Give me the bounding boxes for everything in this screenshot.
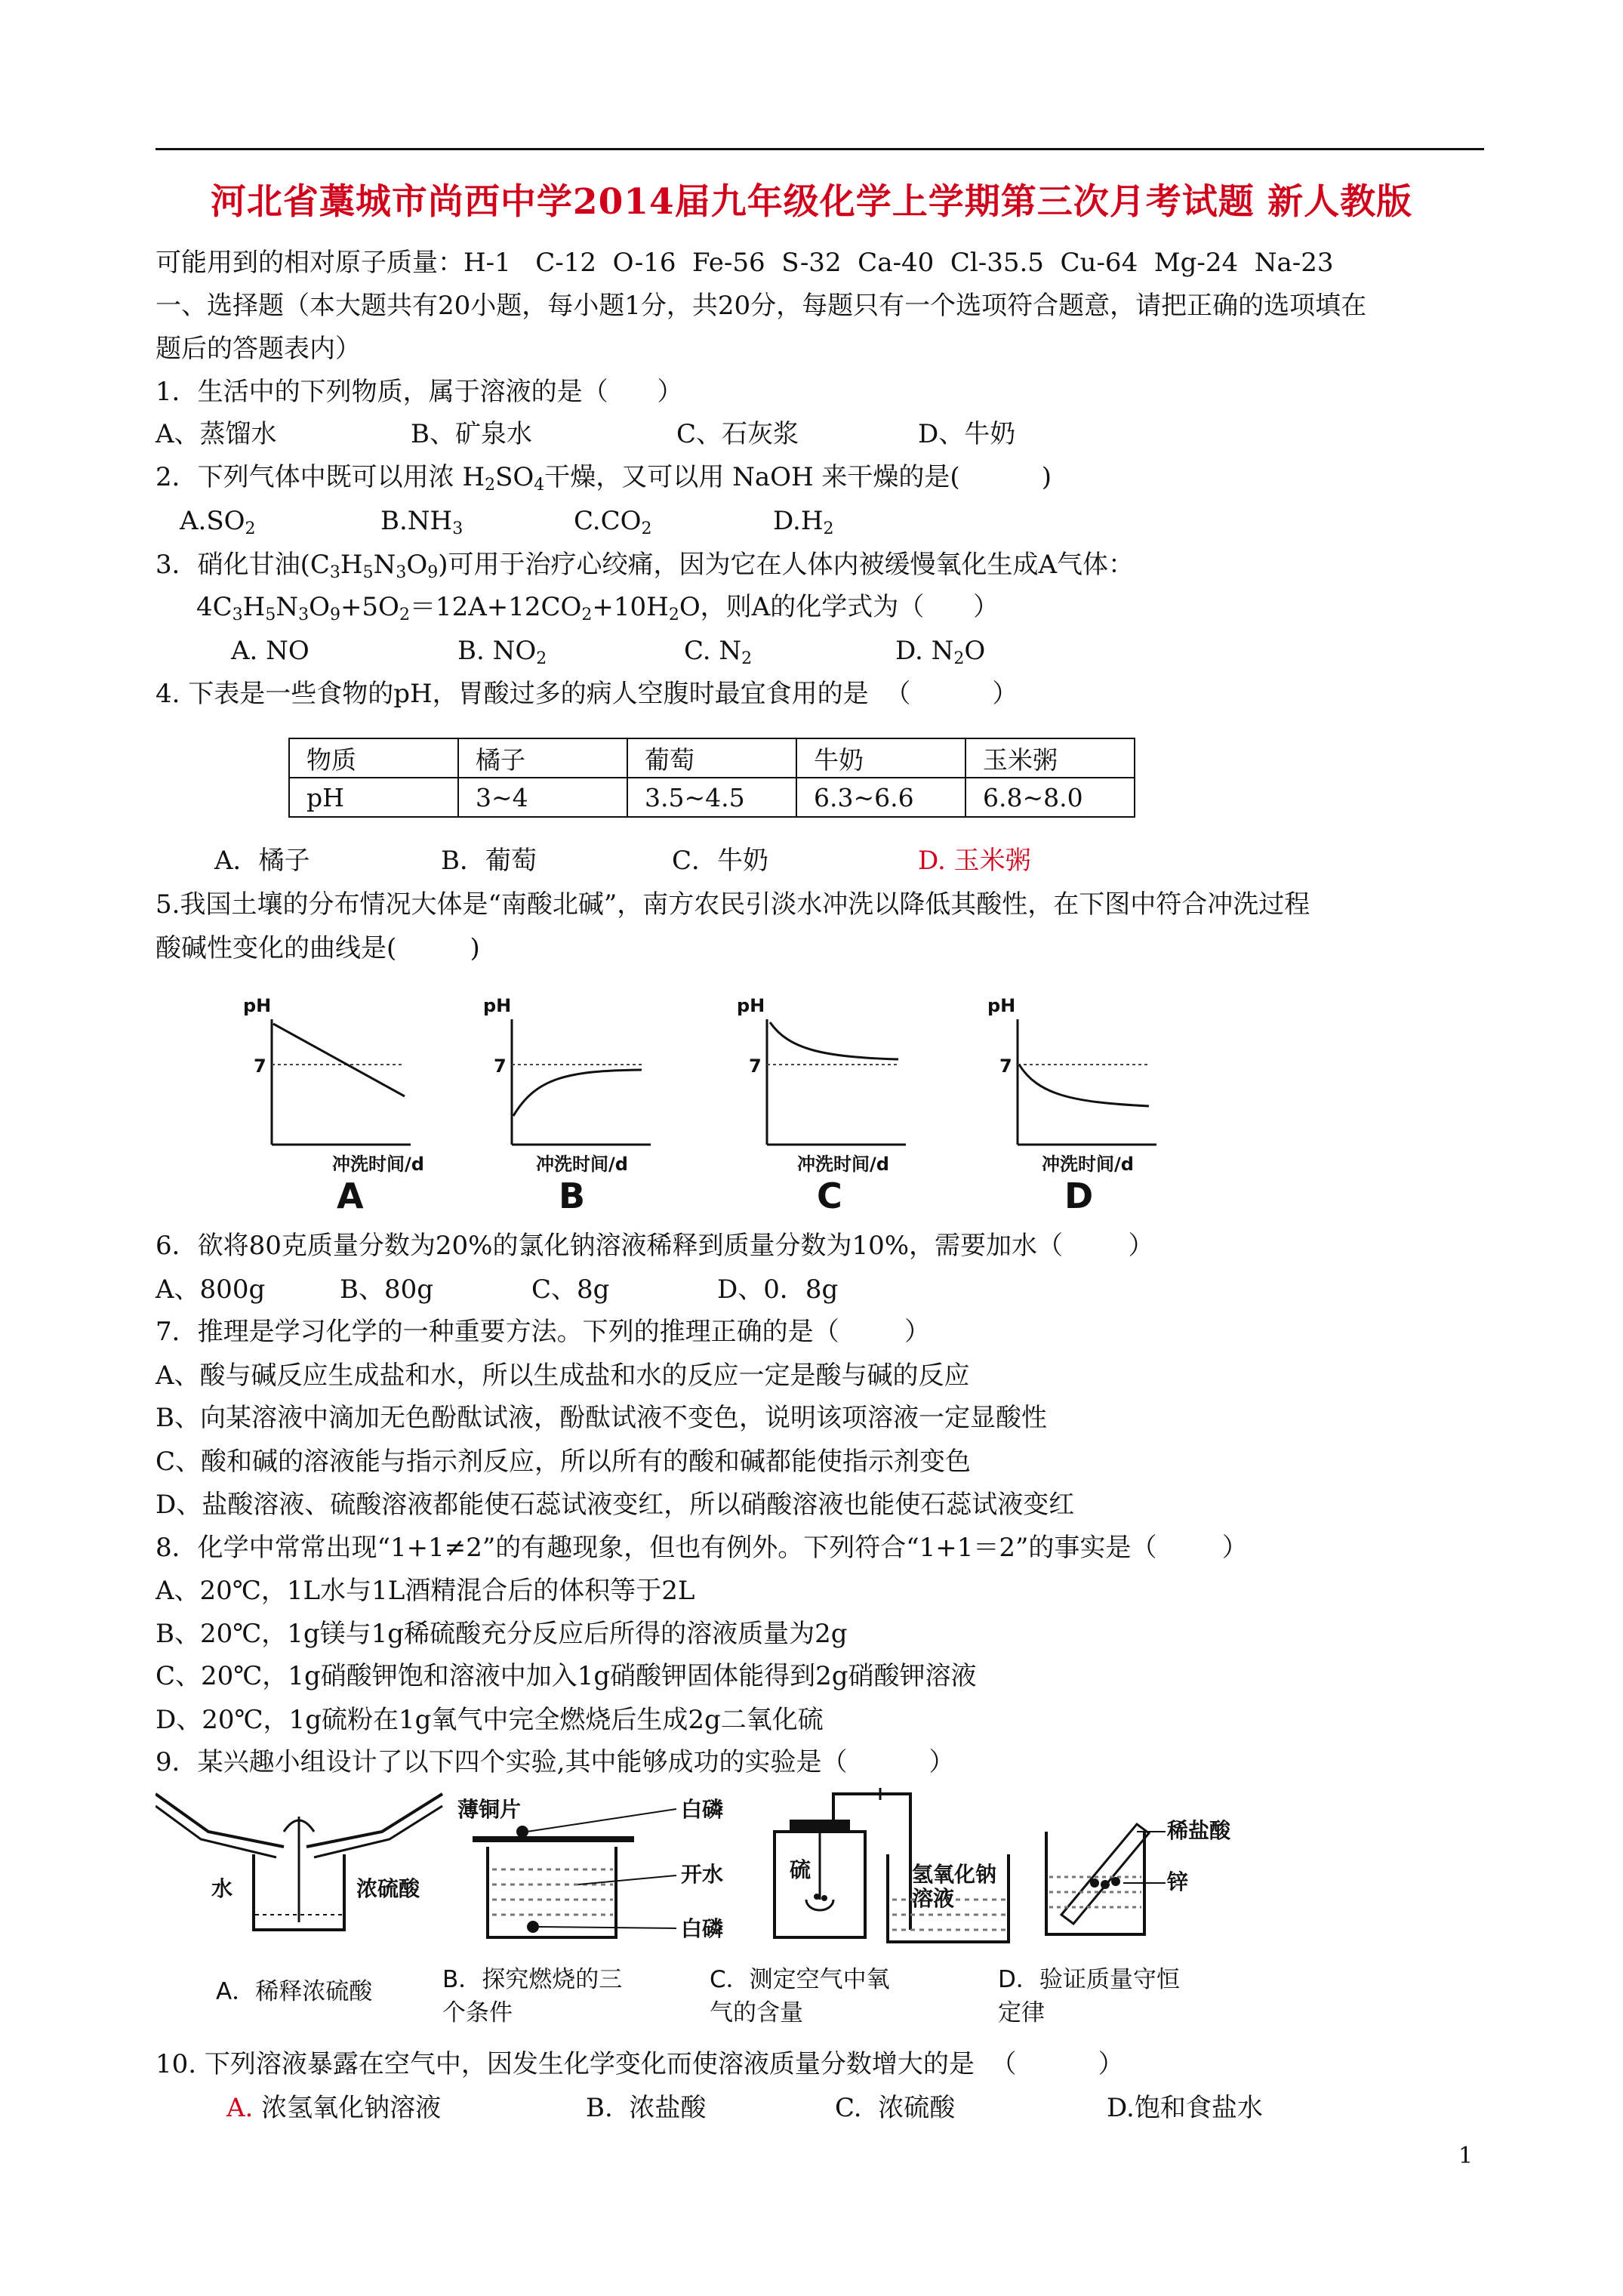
q10-option-d: D.饱和食盐水	[1107, 2093, 1263, 2123]
table-cell: pH	[289, 778, 458, 817]
experiment-d-caption-cont: 定律	[998, 1999, 1045, 2026]
q1-option-c: C、石灰浆	[676, 419, 799, 449]
experiment-a-figure	[156, 1794, 442, 1930]
question-8-stem: 8．化学中常常出现“1+1≠2”的有趣现象，但也有例外。下列符合“1+1＝2”的事实是（ ）	[156, 1533, 1248, 1563]
table-header-cell: 葡萄	[627, 738, 796, 778]
q3-option-b: B. $NO_2$	[457, 636, 547, 668]
table-cell: 3~4	[458, 778, 627, 817]
graph-letter: C	[817, 1176, 842, 1216]
ph-axis-label: pH	[987, 995, 1016, 1016]
label-water: 水	[211, 1876, 233, 1901]
q4-option-a: A．橘子	[214, 846, 310, 876]
experiment-d-caption: D．验证质量守恒	[998, 1966, 1180, 1993]
q6-option-c: C、8g	[531, 1274, 610, 1305]
table-header-cell: 物质	[289, 738, 458, 778]
section1-instructions-cont: 题后的答题表内）	[156, 334, 361, 364]
q3-option-d: D. $N_2O$	[895, 636, 986, 668]
food-ph-table	[288, 738, 1135, 818]
x-axis-label: 冲洗时间/d	[332, 1154, 424, 1175]
ph-seven-label: 7	[254, 1056, 266, 1077]
q8-option-b: B、20℃，1g镁与1g稀硫酸充分反应后所得的溶液质量为2g	[156, 1619, 848, 1649]
label-dilute-hcl: 稀盐酸	[1167, 1818, 1231, 1843]
q3-option-a: A. NO	[231, 636, 310, 666]
table-cell: 6.8~8.0	[965, 778, 1135, 817]
question-10-stem: 10. 下列溶液暴露在空气中，因发生化学变化而使溶液质量分数增大的是 （ ）	[156, 2049, 1124, 2079]
q7-option-c: C、酸和碱的溶液能与指示剂反应，所以所有的酸和碱都能使指示剂变色	[156, 1447, 972, 1477]
q3-option-c: C. $N_2$	[684, 636, 753, 668]
header-rule	[156, 148, 1484, 150]
ph-axis-label: pH	[483, 995, 512, 1016]
question-2-stem: 2．下列气体中既可以用浓 $H_2SO_4$干燥，又可以用 NaOH 来干燥的是( )	[156, 462, 1052, 495]
q7-option-d: D、盐酸溶液、硫酸溶液都能使石蕊试液变红，所以硝酸溶液也能使石蕊试液变红	[156, 1490, 1075, 1520]
question-4-stem: 4. 下表是一些食物的pH，胃酸过多的病人空腹时最宜食用的是 （ ）	[156, 679, 1018, 709]
label-conc-sulfuric-acid: 浓硫酸	[356, 1876, 420, 1901]
experiment-c-caption-cont: 气的含量	[710, 1999, 803, 2026]
experiment-b-caption-cont: 个条件	[442, 1999, 513, 2026]
x-axis-label: 冲洗时间/d	[797, 1154, 889, 1175]
q4-option-d-answer: D. 玉米粥	[918, 846, 1031, 876]
question-6-stem: 6．欲将80克质量分数为20%的氯化钠溶液稀释到质量分数为10%，需要加水（ ）	[156, 1231, 1154, 1261]
ph-axis-label: pH	[243, 995, 272, 1016]
q8-option-d: D、20℃，1g硫粉在1g氧气中完全燃烧后生成2g二氧化硫	[156, 1705, 824, 1735]
q3-equation: $4C_3H_5N_3O_9+5O_2=12A+12CO_2+10H_2O$，则A的化学式为（ ）	[196, 592, 999, 624]
table-header-cell: 牛奶	[796, 738, 965, 778]
graph-letter: A	[337, 1176, 364, 1216]
q8-option-c: C、20℃，1g硝酸钾饱和溶液中加入1g硝酸钾固体能得到2g硝酸钾溶液	[156, 1661, 977, 1691]
ph-graph-b	[483, 995, 651, 1216]
ph-seven-label: 7	[494, 1056, 507, 1077]
section1-instructions: 一、选择题（本大题共有20小题，每小题1分，共20分，每题只有一个选项符合题意，请把正确的选项填在	[156, 291, 1367, 321]
graph-letter: D	[1064, 1176, 1094, 1216]
table-header-cell: 橘子	[458, 738, 627, 778]
question-7-stem: 7．推理是学习化学的一种重要方法。下列的推理正确的是（ ）	[156, 1317, 931, 1347]
question-5-stem-cont: 酸碱性变化的曲线是( )	[156, 933, 480, 963]
q4-option-b: B．葡萄	[441, 846, 537, 876]
ph-graph-a	[243, 995, 424, 1216]
q2-option-c: $C.CO_2$	[574, 506, 652, 538]
q2-option-d: $D.H_2$	[773, 506, 834, 538]
ph-graph-c	[737, 995, 906, 1216]
ph-axis-label: pH	[737, 995, 765, 1016]
experiment-c-figure	[775, 1788, 1009, 1942]
ph-graph-d	[987, 995, 1156, 1216]
table-cell: 6.3~6.6	[796, 778, 965, 817]
q1-option-b: B、矿泉水	[411, 419, 532, 449]
experiment-figures	[156, 1786, 1235, 1952]
question-1-stem: 1．生活中的下列物质，属于溶液的是（ ）	[156, 377, 683, 407]
table-row	[289, 738, 1135, 778]
label-white-phosphorus: 白磷	[681, 1797, 724, 1822]
q2-option-b: $B.NH_3$	[380, 506, 463, 538]
q7-option-b: B、向某溶液中滴加无色酚酞试液，酚酞试液不变色，说明该项溶液一定显酸性	[156, 1403, 1047, 1433]
x-axis-label: 冲洗时间/d	[536, 1154, 628, 1175]
label-sulfur: 硫	[790, 1857, 812, 1882]
label-sodium-hydroxide: 氢氧化钠	[912, 1862, 997, 1887]
x-axis-label: 冲洗时间/d	[1042, 1154, 1134, 1175]
question-9-stem: 9．某兴趣小组设计了以下四个实验,其中能够成功的实验是（ ）	[156, 1747, 955, 1777]
q10-answer-letter: A.	[226, 2093, 254, 2123]
q4-option-c: C．牛奶	[672, 846, 769, 876]
label-zinc: 锌	[1167, 1869, 1189, 1894]
q2-option-a: $A.SO_2$	[180, 506, 256, 538]
atomic-masses-line: 可能用到的相对原子质量：H-1 C-12 O-16 Fe-56 S-32 Ca-40 Cl-35.5 Cu-64 Mg-24 Na-23	[156, 248, 1334, 278]
experiment-c-caption: C．测定空气中氧	[710, 1966, 890, 1993]
graph-letter: B	[559, 1176, 586, 1216]
q6-option-a: A、800g	[156, 1274, 266, 1305]
label-solution: 溶液	[912, 1886, 955, 1911]
table-row	[289, 778, 1135, 817]
question-3-stem: 3．硝化甘油$(C_3H_5N_3O_9)$可用于治疗心绞痛，因为它在人体内被缓慢氧化生成A气体：	[156, 550, 1135, 582]
q8-option-a: A、20℃，1L水与1L酒精混合后的体积等于2L	[156, 1576, 695, 1606]
q10-option-c: C. 浓硫酸	[835, 2093, 956, 2123]
q10-option-a: A. 浓氢氧化钠溶液	[226, 2093, 442, 2123]
label-white-phosphorus: 白磷	[681, 1916, 724, 1941]
q1-option-d: D、牛奶	[918, 419, 1016, 449]
experiment-a-caption: A．稀释浓硫酸	[216, 1978, 373, 2005]
ph-seven-label: 7	[999, 1056, 1012, 1077]
question-5-stem: 5.我国土壤的分布情况大体是“南酸北碱”，南方农民引淡水冲洗以降低其酸性，在下图中符合冲洗过程	[156, 889, 1310, 920]
q6-option-b: B、80g	[340, 1274, 434, 1305]
page-number: 1	[1458, 2143, 1474, 2169]
q1-option-a: A、蒸馏水	[156, 419, 277, 449]
experiment-b-figure	[457, 1797, 723, 1941]
ph-curves-figure	[226, 982, 1223, 1223]
ph-seven-label: 7	[749, 1056, 762, 1077]
table-header-cell: 玉米粥	[965, 738, 1135, 778]
experiment-b-caption: B．探究燃烧的三	[442, 1966, 623, 1993]
experiment-d-figure	[1046, 1818, 1231, 1934]
label-copper-sheet: 薄铜片	[457, 1797, 522, 1822]
page-title: 河北省藁城市尚西中学2014届九年级化学上学期第三次月考试题 新人教版	[210, 181, 1413, 223]
table-cell: 3.5~4.5	[627, 778, 796, 817]
label-boiling-water: 开水	[681, 1862, 724, 1887]
q6-option-d: D、0．8g	[717, 1274, 839, 1305]
q10-option-b: B. 浓盐酸	[586, 2093, 707, 2123]
q7-option-a: A、酸与碱反应生成盐和水，所以生成盐和水的反应一定是酸与碱的反应	[156, 1361, 970, 1391]
